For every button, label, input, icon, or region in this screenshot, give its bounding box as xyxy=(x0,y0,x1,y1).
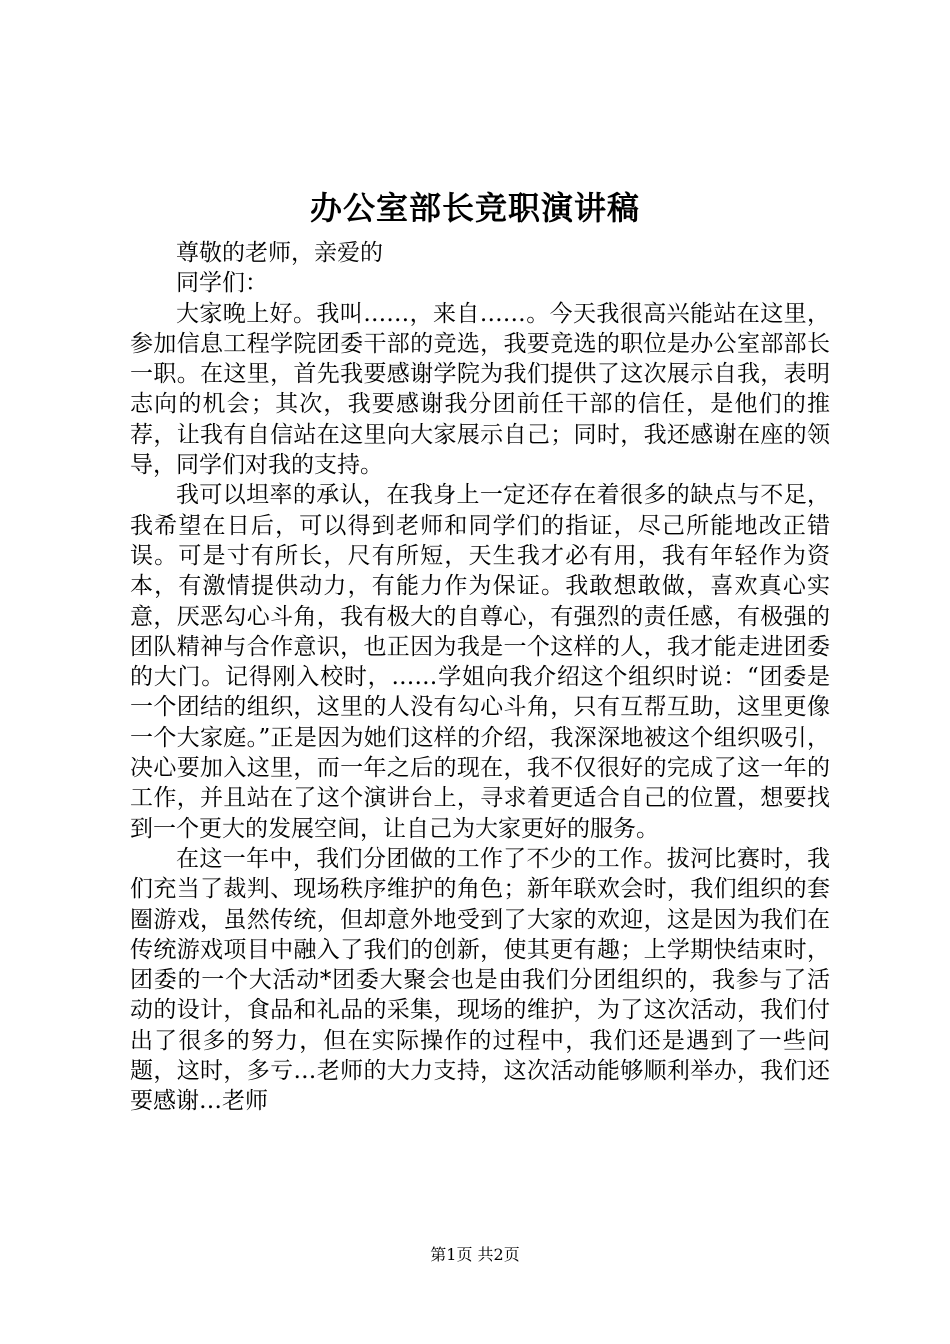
body-paragraph-2: 我可以坦率的承认，在我身上一定还存在着很多的缺点与不足，我希望在日后，可以得到老师和同学们的指证，尽己所能地改正错误。可是寸有所长，尺有所短，天生我才必有用，我有年轻作为资本，有激情提供动力，有能力作为保证。我敢想敢做，喜欢真心实意，厌恶勾心斗角，我有极大的自尊心，有强烈的责任感，有极强的团队精神与合作意识，也正因为我是一个这样的人，我才能走进团委的大门。记得刚入校时，……学姐向我介绍这个组织时说：“团委是一个团结的组织，这里的人没有勾心斗角，只有互帮互助，这里更像一个大家庭。”正是因为她们这样的介绍，我深深地被这个组织吸引，决心要加入这里，而一年之后的现在，我不仅很好的完成了这一年的工作，并且站在了这个演讲台上，寻求着更适合自己的位置，想要找到一个更大的发展空间，让自己为大家更好的服务。 xyxy=(130,482,830,842)
body-paragraph-1: 大家晚上好。我叫……，来自……。今天我很高兴能站在这里，参加信息工程学院团委干部的竞选，我要竞选的职位是办公室部部长一职。在这里，首先我要感谢学院为我们提供了这次展示自我，表明志向的机会；其次，我要感谢我分团前任干部的信任，是他们的推荐，让我有自信站在这里向大家展示自己；同时，我还感谢在座的领导，同学们对我的支持。 xyxy=(130,300,830,479)
salutation-line-2: 同学们： xyxy=(176,270,268,297)
body-paragraph-3: 在这一年中，我们分团做的工作了不少的工作。拔河比赛时，我们充当了裁判、现场秩序维护的角色；新年联欢会时，我们组织的套圈游戏，虽然传统，但却意外地受到了大家的欢迎，这是因为我们在传统游戏项目中融入了我们的创新，使其更有趣；上学期快结束时，团委的一个大活动*团委大聚会也是由我们分团组织的，我参与了活动的设计，食品和礼品的采集，现场的维护，为了这次活动，我们付出了很多的努力，但在实际操作的过程中，我们还是遇到了一些问题，这时，多亏…老师的大力支持，这次活动能够顺利举办，我们还要感谢…老师 xyxy=(130,845,830,1115)
document-title: 办公室部长竞职演讲稿 xyxy=(309,189,640,227)
page-number-footer: 第1页 共2页 xyxy=(430,1245,520,1264)
document-body xyxy=(130,238,830,1117)
salutation-line-1: 尊敬的老师，亲爱的 xyxy=(176,240,383,266)
